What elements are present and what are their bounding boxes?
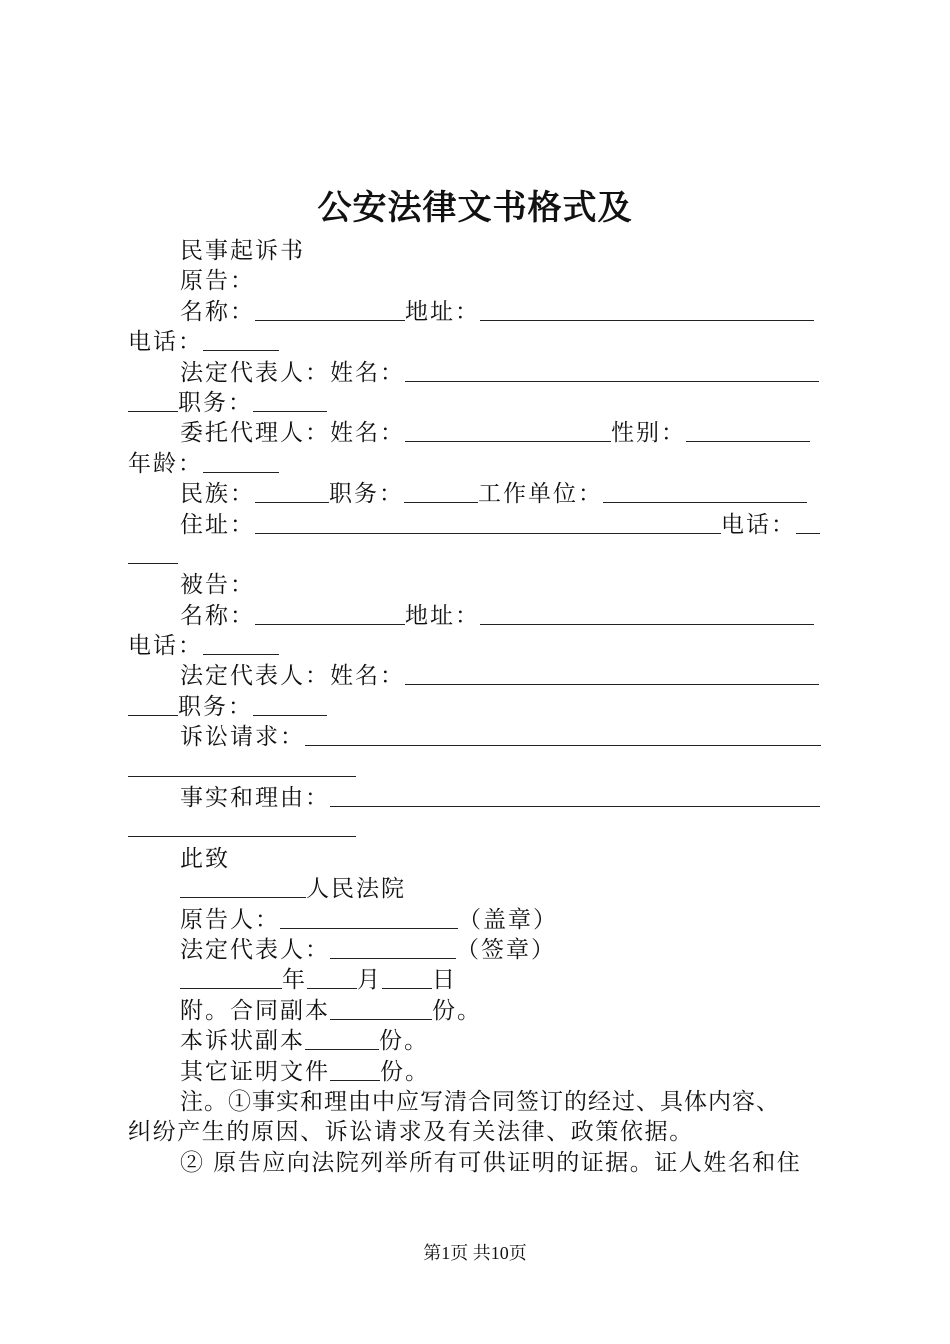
plaintiff-legal-rep-name-blank[interactable] xyxy=(405,359,819,382)
year-blank[interactable] xyxy=(180,966,282,989)
defendant-address-blank[interactable] xyxy=(480,602,814,625)
facts-line: 事实和理由： xyxy=(128,783,832,813)
facts-blank-cont[interactable] xyxy=(128,814,356,837)
defendant-legal-rep-name-blank-cont[interactable] xyxy=(128,693,178,716)
note2-line1: ② 原告应向法院列举所有可供证明的证据。证人姓名和住 xyxy=(180,1149,802,1176)
defendant-legal-rep-position-blank[interactable] xyxy=(253,693,327,716)
agent-name-blank[interactable] xyxy=(405,419,611,442)
claims-cont-line xyxy=(128,753,832,783)
plaintiff-legal-rep-name-blank-cont[interactable] xyxy=(128,389,178,412)
claims-blank-cont[interactable] xyxy=(128,754,356,777)
defendant-phone-blank[interactable] xyxy=(203,632,279,655)
day-blank[interactable] xyxy=(382,966,432,989)
document-body xyxy=(128,236,832,1178)
facts-blank[interactable] xyxy=(330,784,820,807)
agent-position-blank[interactable] xyxy=(404,480,478,503)
agent-residence-blank[interactable] xyxy=(255,511,721,534)
defendant-legal-rep-name-blank[interactable] xyxy=(405,662,819,685)
complaint-copies-blank[interactable] xyxy=(305,1027,379,1050)
salutation: 此致 xyxy=(180,845,230,872)
doc-heading: 民事起诉书 xyxy=(180,238,305,264)
page-footer: 第1页 共10页 xyxy=(423,1243,527,1263)
court-line: 人民法院 xyxy=(128,874,832,904)
claims-blank[interactable] xyxy=(305,723,821,746)
attachment-complaint-line: 本诉状副本 份。 xyxy=(180,1028,429,1055)
month-blank[interactable] xyxy=(307,966,357,989)
defendant-section-label: 被告： xyxy=(180,572,255,599)
other-copies-blank[interactable] xyxy=(330,1058,380,1081)
agent-phone-blank-cont[interactable] xyxy=(128,541,178,564)
attachment-other-line: 其它证明文件 份。 xyxy=(180,1058,430,1085)
plaintiff-legal-rep-position-line: 职务： xyxy=(128,388,832,418)
defendant-name-address-line: 名称： 地址： xyxy=(128,601,832,631)
plaintiff-legal-rep-position-blank[interactable] xyxy=(253,389,327,412)
legal-rep-signature-blank[interactable] xyxy=(330,936,456,959)
claims-line: 诉讼请求： xyxy=(128,722,832,752)
agent-detail-line: 民族： 职务： 工作单位： xyxy=(128,479,832,509)
plaintiff-phone-line: 电话： xyxy=(128,327,832,357)
court-name-blank[interactable] xyxy=(180,875,306,898)
plaintiff-address-blank[interactable] xyxy=(480,298,814,321)
attachment-contract-line: 附。合同副本 份。 xyxy=(180,997,482,1024)
legal-rep-signature-line: 法定代表人： （签章） xyxy=(180,936,556,963)
agent-age-line: 年龄： xyxy=(128,449,832,479)
agent-line: 委托代理人：姓名： 性别： xyxy=(128,418,832,448)
date-line: 年 月 日 xyxy=(128,965,832,995)
agent-age-blank[interactable] xyxy=(203,450,279,473)
plaintiff-signature-line: 原告人： （盖章） xyxy=(180,906,558,933)
agent-work-unit-blank[interactable] xyxy=(603,480,807,503)
agent-phone-blank[interactable] xyxy=(796,511,820,534)
facts-cont-line xyxy=(128,813,832,843)
plaintiff-legal-rep-line: 法定代表人：姓名： xyxy=(128,358,832,388)
plaintiff-phone-blank[interactable] xyxy=(203,328,279,351)
defendant-legal-rep-position-line: 职务： xyxy=(128,692,832,722)
plaintiff-name-blank[interactable] xyxy=(255,298,405,321)
defendant-legal-rep-line: 法定代表人：姓名： xyxy=(128,661,832,691)
agent-residence-line: 住址： 电话： xyxy=(128,510,832,540)
defendant-name-blank[interactable] xyxy=(255,602,405,625)
defendant-phone-line: 电话： xyxy=(128,631,832,661)
note1-line2: 纠纷产生的原因、诉讼请求及有关法律、政策依据。 xyxy=(128,1119,694,1146)
agent-gender-blank[interactable] xyxy=(686,419,810,442)
page-title: 公安法律文书格式及 xyxy=(317,188,633,228)
plaintiff-name-address-line: 名称： 地址： xyxy=(128,297,832,327)
agent-ethnicity-blank[interactable] xyxy=(255,480,329,503)
contract-copies-blank[interactable] xyxy=(330,997,432,1020)
plaintiff-signature-blank[interactable] xyxy=(280,906,458,929)
plaintiff-section-label: 原告： xyxy=(180,268,255,295)
note1-line1: 注。①事实和理由中应写清合同签订的经过、具体内容、 xyxy=(180,1088,780,1115)
agent-phone-cont-line xyxy=(128,540,832,570)
